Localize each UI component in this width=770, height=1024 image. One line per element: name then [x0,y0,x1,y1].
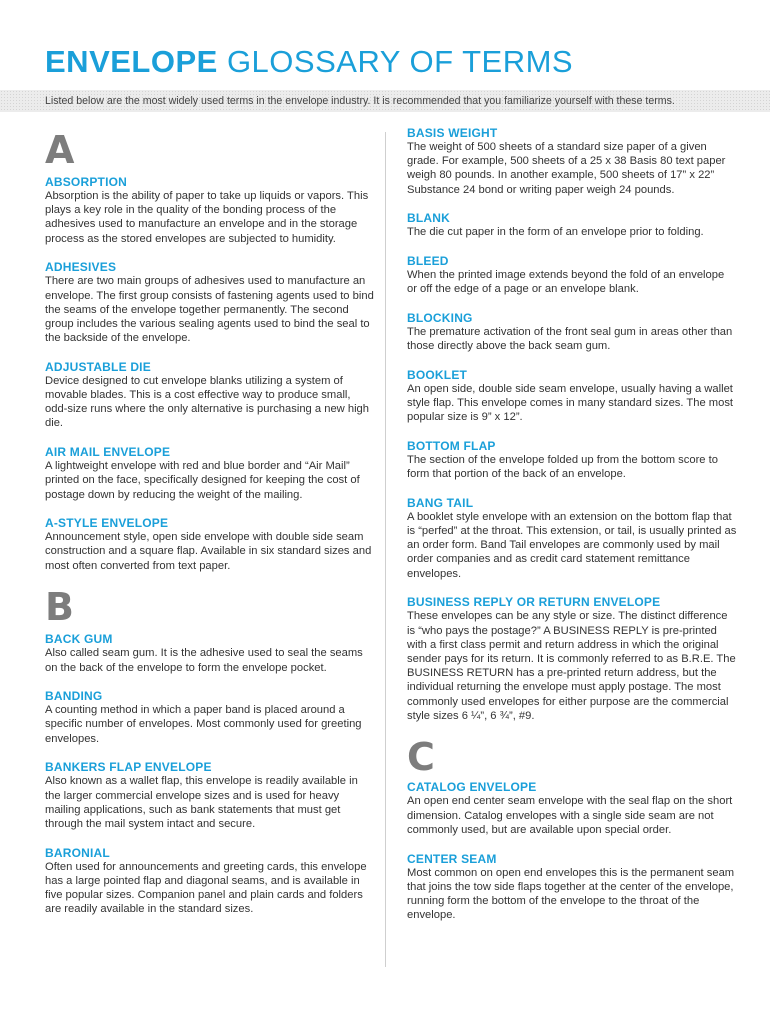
term-title: ABSORPTION [45,175,128,189]
term-definition: An open end center seam envelope with the seal flap on the short dimension. Catalog envelopes with a single side seam are not commonly used, but are available upon special order. [407,795,733,836]
term-definition: Absorption is the ability of paper to take up liquids or vapors. This plays a key role in the quality of the bonding process of the adhesives used to manufacture an envelope and in the storage process as the stored envelopes are subjected to humidity. [45,190,369,245]
term-definition: There are two main groups of adhesives used to manufacture an envelope. The first group consists of fastening agents used to bind the seams of the envelope together permanently. The second group includes the various sealing agents used to bind the seal to the backside of the envelope. [45,275,374,345]
term-air-mail-envelope [45,445,375,502]
term-back-gum [45,632,375,674]
section-letter-b: B [45,585,74,630]
right-column [407,126,737,937]
term-booklet [407,368,737,425]
term-center-seam [407,852,737,923]
term-title: ADJUSTABLE DIE [45,359,151,374]
term-definition: The weight of 500 sheets of a standard size paper of a given grade. For example, 500 sheets of a 25 x 38 Basis 80 text paper weigh 80 pounds. In another example, 500 sheets of 17” x 22” Substance 24 bond or writing paper weigh 24 pounds. [407,141,726,196]
term-title: BLEED [407,254,449,269]
term-adjustable-die [45,360,375,431]
term-title: BLANK [407,211,450,226]
term-title: BOOKLET [407,367,468,382]
term-baronial [45,846,375,917]
term-title: CATALOG ENVELOPE [407,780,537,795]
term-definition: The die cut paper in the form of an envelope prior to folding. [407,226,704,239]
term-title: BUSINESS REPLY OR RETURN ENVELOPE [407,595,661,610]
term-adhesives [45,260,375,345]
title-bold: ENVELOPE [45,44,218,79]
term-basis-weight [407,126,737,197]
term-title: BANKERS FLAP ENVELOPE [45,760,212,775]
term-catalog-envelope [407,780,737,837]
term-bottom-flap [407,439,737,481]
term-title: BANG TAIL [407,495,474,510]
page-title [45,44,573,80]
term-banding [45,689,375,746]
term-title: BARONIAL [45,845,110,860]
term-definition: Most common on open end envelopes this is the permanent seam that joins the tow side flaps together at the center of the envelope, running form the bottom of the envelope to the throat of the envelope. [407,866,735,922]
term-blank [407,211,737,239]
term-business-reply-envelope [407,595,737,723]
term-definition: These envelopes can be any style or size. The distinct difference is “who pays the postage?” A BUSINESS REPLY is pre-printed with a first class permit and return address in which the original sender pays for its return. It is commonly referred to as B.R.E. The BUSINESS RETURN has a pre-printed return address, but the individual returning the envelope must apply postage. The most commonly used envelopes for either purpose are the commercial style sizes 6 ¼”, 6 ¾”, #9. [407,610,736,722]
title-rest: GLOSSARY OF TERMS [217,44,574,79]
intro-text: Listed below are the most widely used terms in the envelope industry. It is recommended that you familiarize yourself with these terms. [45,95,675,107]
term-bankers-flap-envelope [45,760,375,831]
term-title: ADHESIVES [45,260,117,275]
term-blocking [407,311,737,353]
term-title: A-STYLE ENVELOPE [45,516,169,531]
term-definition: Announcement style, open side envelope with double side seam construction and a square flap. Available in six standard sizes and most often converted from text paper. [45,531,372,572]
term-absorption [45,175,375,246]
term-title: BASIS WEIGHT [407,126,498,140]
term-bleed [407,254,737,296]
term-definition: The section of the envelope folded up from the bottom score to form that portion of the back of an envelope. [407,453,718,481]
term-definition: An open side, double side seam envelope, usually having a wallet style flap. This envelope comes in many standard sizes. The most popular size is 9” x 12”. [407,382,734,424]
term-definition: Also known as a wallet flap, this envelope is readily available in the larger commercial envelope sizes and is used for heavy mailing applications, such as bank statements that must get through the mail system intact and secure. [45,775,358,830]
term-title: CENTER SEAM [407,851,497,866]
term-definition: A lightweight envelope with red and blue border and “Air Mail” printed on the face, specifically designed for keeping the cost of postage down by reducing the weight of the mailing. [45,460,360,501]
column-divider [385,132,386,967]
term-title: BANDING [45,689,103,704]
section-letter-a: A [45,128,75,172]
term-definition: Also called seam gum. It is the adhesive used to seal the seams on the back of the envelope to form the envelope pocket. [45,647,363,674]
term-title: AIR MAIL ENVELOPE [45,445,171,460]
term-definition: Often used for announcements and greeting cards, this envelope has a large pointed flap and diagonal seams, and is available in five popular sizes. Companion panel and plain cards and folders are readily available in the standard sizes. [45,860,367,916]
section-letter-c: C [407,735,435,780]
term-definition: The premature activation of the front seal gum in areas other than those directly above the back seam gum. [407,325,733,353]
term-definition: A counting method in which a paper band is placed around a specific number of envelopes. Most commonly used for greeting envelopes. [45,704,362,745]
term-definition: A booklet style envelope with an extension on the bottom flap that is “perfed” at the throat. This extension, or tail, is usually printed as an order form. Band Tail envelopes are commonly used by mail order companies and as credit card statement remittance envelopes. [407,510,737,580]
term-definition: When the printed image extends beyond the fold of an envelope or off the edge of a page or an envelope blank. [407,269,725,296]
term-title: BACK GUM [45,632,113,647]
term-title: BOTTOM FLAP [407,438,496,453]
term-a-style-envelope [45,516,375,573]
term-definition: Device designed to cut envelope blanks utilizing a system of movable blades. This is a cost effective way to produce small, odd-size runs where the only alternative is purchasing a new high die. [45,374,370,430]
term-bang-tail [407,496,737,581]
left-column [45,126,375,931]
term-title: BLOCKING [407,310,473,325]
